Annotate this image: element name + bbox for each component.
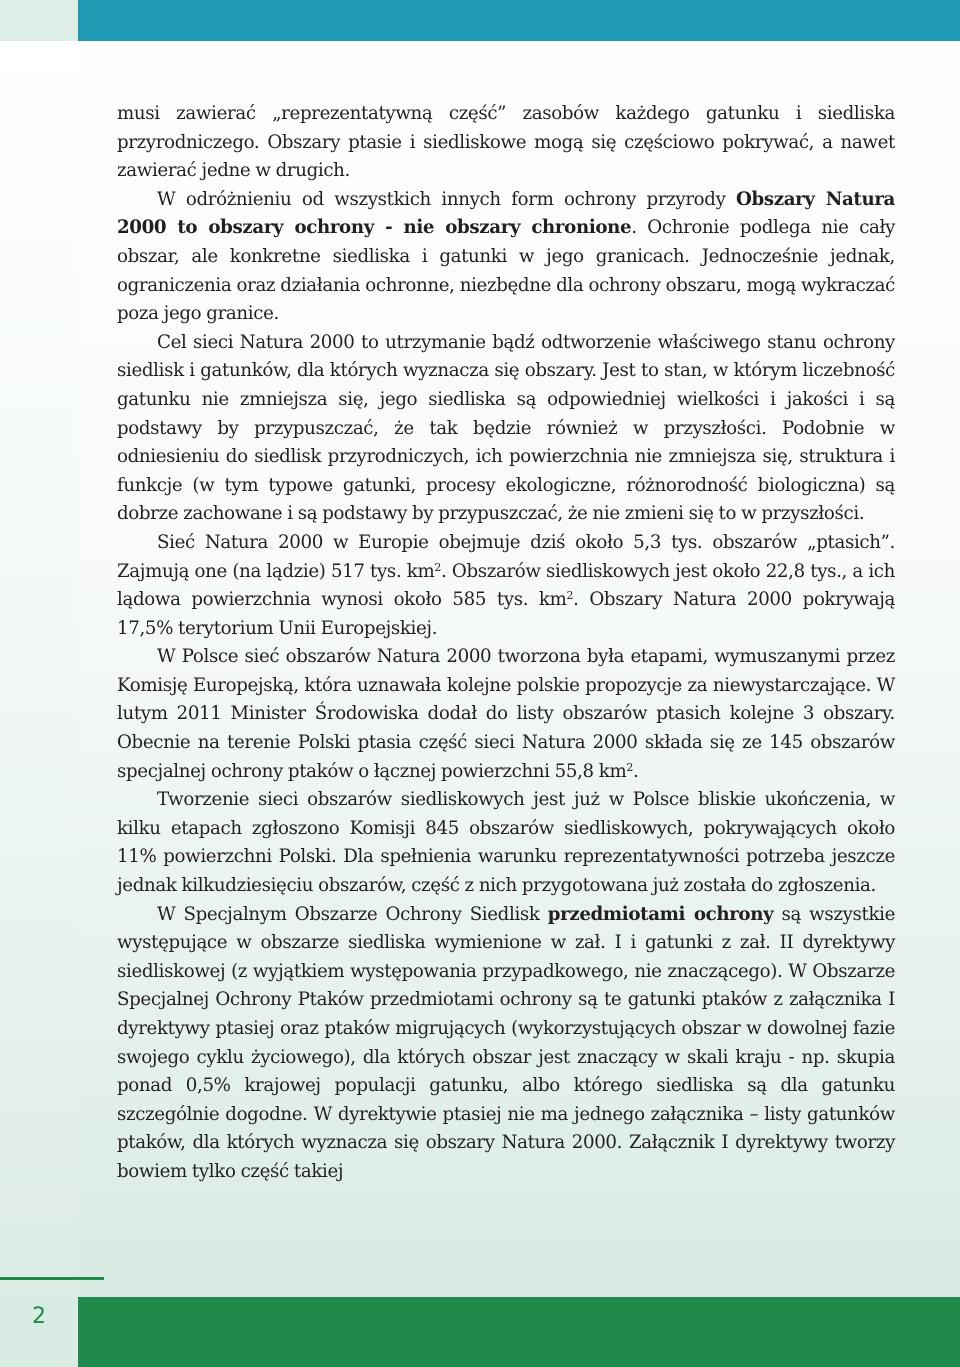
paragraph-3 xyxy=(117,329,895,529)
paragraph-2 xyxy=(117,186,895,329)
header-corner xyxy=(0,0,78,41)
footer-bar xyxy=(78,1297,960,1367)
paragraph-7 xyxy=(117,901,895,1187)
page-number: 2 xyxy=(32,1304,46,1329)
header-bar xyxy=(78,0,960,41)
paragraph-1-text: musi zawierać „reprezentatywną część” zasobów każdego gatunku i siedliska przyrodniczego. Obszary ptasie i siedliskowe mogą się częściowo pokrywać, a nawet zawierać jedne w drugich. xyxy=(117,103,895,182)
paragraph-4-text-a: Sieć Natura 2000 w Europie obejmuje dziś około 5,3 tys. obszarów „ptasich”. Zajmują one (na lądzie) 517 tys. km xyxy=(117,531,895,582)
footer-rule xyxy=(0,1277,104,1280)
paragraph-7-text-c: są wszystkie występujące w obszarze siedliska wymienione w zał. I i gatunki z zał. II dyrektywy siedliskowej (z wyjątkiem występowania przypadkowego, nie znaczącego). W Obszarze Specjalnej Ochrony Ptaków przedmiotami ochrony są te gatunki ptaków z załącznika I dyrektywy ptasiej oraz ptaków migrujących (wykorzystujących obszar w dowolnej fazie swojego cyklu życiowego), dla których obszar jest znaczący w skali kraju - np. skupia ponad 0,5% krajowej populacji gatunku, albo którego siedliska są dla gatunku szczególnie dogodne. W dyrektywie ptasiej nie ma jednego załącznika – listy gatunków ptaków, dla których wyznacza się obszary Natura 2000. Załącznik I dyrektywy tworzy bowiem tylko część takiej xyxy=(117,903,896,1182)
paragraph-2-bold: Obszary Natura 2000 to obszary ochrony - nie obszary chronione xyxy=(117,188,895,239)
paragraph-5 xyxy=(117,643,895,786)
body-text xyxy=(117,100,895,1187)
paragraph-7-text-a: W Specjalnym Obszarze Ochrony Siedlisk xyxy=(157,903,548,925)
paragraph-6 xyxy=(117,786,895,900)
paragraph-4 xyxy=(117,529,895,643)
left-margin-strip xyxy=(0,41,78,1297)
paragraph-7-bold: przedmiotami ochrony xyxy=(547,903,774,925)
paragraph-4-text-c: . Obszary Natura 2000 pokrywają 17,5% terytorium Unii Europejskiej. xyxy=(117,589,895,639)
superscript-2: 2 xyxy=(566,589,574,603)
paragraph-4-text-b: . Obszarów siedliskowych jest około 22,8 tys., a ich lądowa powierzchnia wynosi około 585 tys. km xyxy=(117,560,895,611)
superscript-2: 2 xyxy=(626,760,634,774)
paragraph-5-text-b: . xyxy=(633,760,639,782)
paragraph-5-text-a: W Polsce sieć obszarów Natura 2000 tworzona była etapami, wymuszanymi przez Komisję Europejską, która uznawała kolejne polskie propozycje za niewystarczające. W lutym 2011 Minister Środowiska dodał do listy obszarów ptasich kolejne 3 obszary. Obecnie na terenie Polski ptasia część sieci Natura 2000 składa się ze 145 obszarów specjalnej ochrony ptaków o łącznej powierzchni 55,8 km xyxy=(117,646,895,782)
paragraph-2-text-a: W odróżnieniu od wszystkich innych form ochrony przyrody xyxy=(157,188,737,210)
paragraph-3-text: Cel sieci Natura 2000 to utrzymanie bądź odtworzenie właściwego stanu ochrony siedlisk i gatunków, dla których wyznacza się obszary. Jest to stan, w którym liczebność gatunku nie zmniejsza się, jego siedliska są odpowiedniej wielkości i jakości i są podstawy by przypuszczać, że tak będzie również w przyszłości. Podobnie w odniesieniu do siedlisk przyrodniczych, ich powierzchnia nie zmniejsza się, struktura i funkcje (w tym typowe gatunki, procesy ekologiczne, różnorodność biologiczna) są dobrze zachowane i są podstawy by przypuszczać, że nie zmieni się to w przyszłości. xyxy=(117,331,895,525)
paragraph-2-text-c: . Ochronie podlega nie cały obszar, ale konkretne siedliska i gatunki w jego granicach. Jednocześnie jednak, ograniczenia oraz działania ochronne, niezbędne dla ochrony obszaru, mogą wykraczać poza jego granice. xyxy=(117,217,895,325)
superscript-2: 2 xyxy=(434,560,442,574)
paragraph-6-text: Tworzenie sieci obszarów siedliskowych jest już w Polsce bliskie ukończenia, w kilku etapach zgłoszono Komisji 845 obszarów siedliskowych, pokrywających około 11% powierzchni Polski. Dla spełnienia warunku reprezentatywności potrzeba jeszcze jednak kilkudziesięciu obszarów, część z nich przygotowana już została do zgłoszenia. xyxy=(117,789,895,897)
paragraph-1 xyxy=(117,100,895,186)
